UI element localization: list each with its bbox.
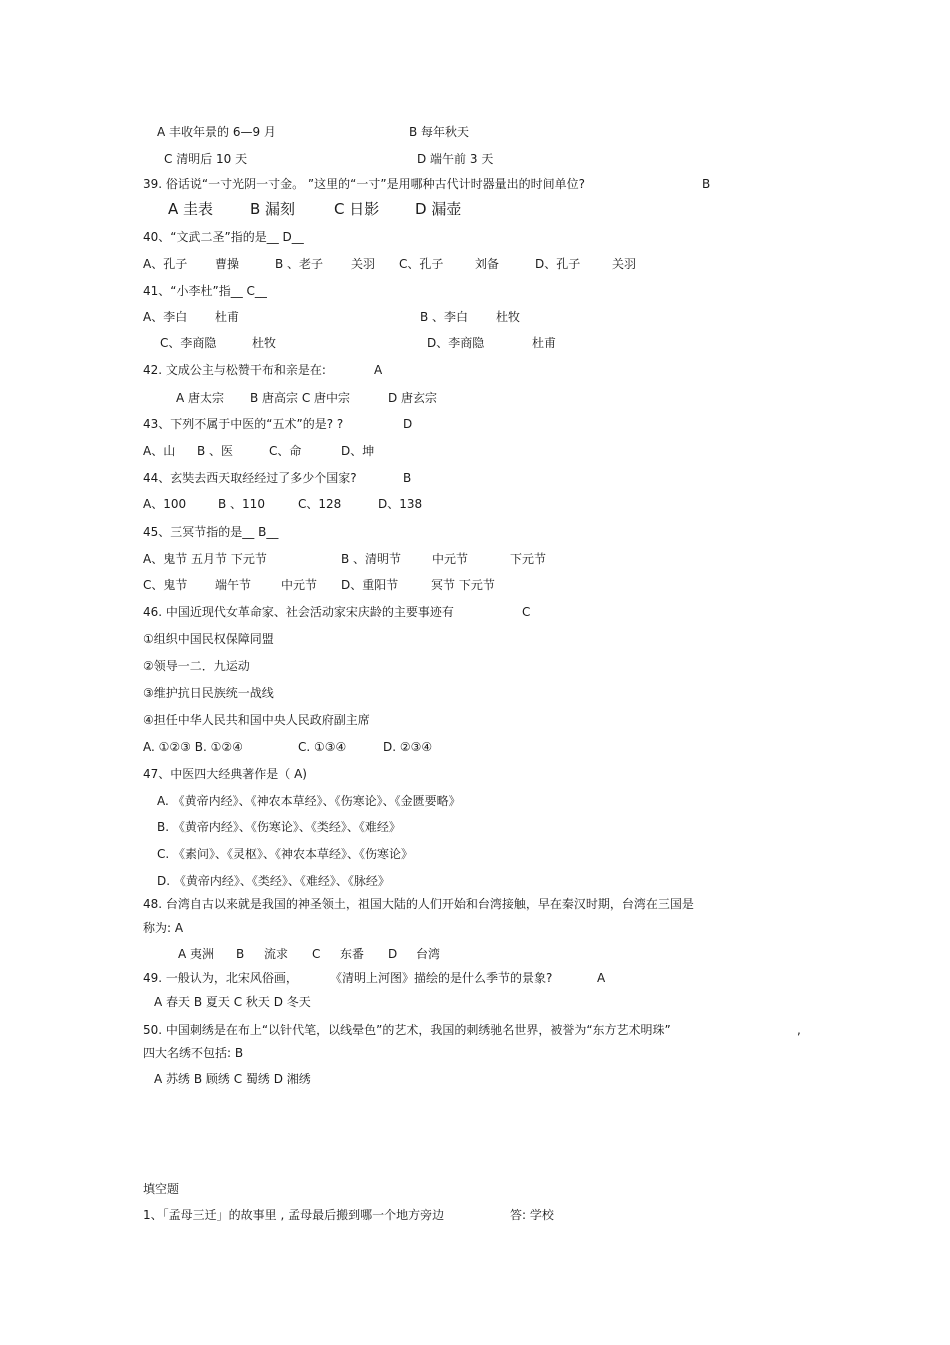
option-line: C. ①③④ (298, 740, 347, 754)
fill-answer-1: 答: 学校 (510, 1208, 554, 1222)
option-line: B 漏刻 (250, 200, 296, 218)
option-line: 关羽 (612, 257, 637, 271)
question-48: 48. 台湾自古以来就是我国的神圣领土，祖国大陆的人们开始和台湾接触，早在秦汉时期，台湾在三国是 (143, 897, 694, 911)
option-line: B 、李白 (420, 310, 469, 324)
option-line: A、孔子 (143, 257, 188, 271)
option-line: B 唐高宗 C 唐中宗 (250, 391, 351, 405)
option-line: B (236, 947, 245, 961)
option-line: 杜甫 (215, 310, 240, 324)
option-line: A. 《黄帝内经》、《神农本草经》、《伤寒论》、《金匮要略》 (157, 794, 461, 808)
option-line: 杜牧 (496, 310, 521, 324)
option-line: 冥节 下元节 (431, 578, 495, 592)
statement-line: ②领导一二．九运动 (143, 659, 250, 673)
option-line: D、李商隐 (427, 336, 485, 350)
option-line: D、重阳节 (341, 578, 399, 592)
option-line: B 每年秋天 (409, 125, 470, 139)
statement-line: ①组织中国民权保障同盟 (143, 632, 274, 646)
option-line: C、李商隐 (160, 336, 217, 350)
answer-43: D (403, 417, 413, 431)
answer-46: C (522, 605, 531, 619)
option-line: D. ②③④ (383, 740, 433, 754)
question-39: 39. 俗话说“一寸光阴一寸金。 ”这里的“一寸”是用哪种古代计时器量出的时间单位? (143, 177, 585, 191)
question-42: 42. 文成公主与松赞干布和亲是在: (143, 363, 326, 377)
option-line: C 日影 (334, 200, 380, 218)
answer-49: A (597, 971, 606, 985)
option-line: 下元节 (510, 552, 547, 566)
option-line: C、128 (298, 497, 342, 511)
question-47: 47、中医四大经典著作是（ A) (143, 767, 307, 781)
option-line: C 清明后 10 天 (164, 152, 248, 166)
option-line: 曹操 (215, 257, 240, 271)
option-line: 端午节 (215, 578, 252, 592)
option-line: C、孔子 (399, 257, 444, 271)
option-line: 刘备 (475, 257, 500, 271)
question-49-cont: 《清明上河图》描绘的是什么季节的景象? (330, 971, 553, 985)
option-line: C、鬼节 (143, 578, 188, 592)
option-line: A 春天 B 夏天 C 秋天 D 冬天 (154, 995, 311, 1009)
option-line: B 、老子 (275, 257, 324, 271)
option-line: A. ①②③ B. ①②④ (143, 740, 243, 754)
option-line: C、命 (269, 444, 302, 458)
option-line: 流求 (264, 947, 289, 961)
option-line: A 苏绣 B 顾绣 C 蜀绣 D 湘绣 (154, 1072, 311, 1086)
option-line: 杜甫 (532, 336, 557, 350)
option-line: B 、110 (218, 497, 265, 511)
option-line: A、鬼节 五月节 下元节 (143, 552, 267, 566)
option-line: A、山 (143, 444, 176, 458)
option-line: D、138 (378, 497, 423, 511)
question-44: 44、玄奘去西天取经经过了多少个国家? (143, 471, 357, 485)
option-line: A 圭表 (168, 200, 214, 218)
option-line: B 、医 (197, 444, 234, 458)
option-line: D 唐玄宗 (388, 391, 438, 405)
question-43: 43、下列不属于中医的“五术”的是? ? (143, 417, 344, 431)
option-line: A 夷洲 (178, 947, 215, 961)
statement-line: ④担任中华人民共和国中央人民政府副主席 (143, 713, 370, 727)
option-line: A 唐太宗 (176, 391, 225, 405)
option-line: D 端午前 3 天 (417, 152, 494, 166)
option-line: C. 《素问》、《灵枢》、《神农本草经》、《伤寒论》 (157, 847, 414, 861)
question-45: 45、三冥节指的是__ B__ (143, 525, 279, 539)
question-50: 50. 中国刺绣是在布上“以针代笔，以线晕色”的艺术，我国的刺绣驰名世界，被誉为“东方艺术明珠” (143, 1023, 671, 1037)
option-line: D 漏壶 (415, 200, 462, 218)
option-line: A 丰收年景的 6—9 月 (157, 125, 276, 139)
question-49: 49. 一般认为，北宋风俗画， (143, 971, 298, 985)
option-line: D、坤 (341, 444, 375, 458)
option-line: 台湾 (416, 947, 441, 961)
option-line: 关羽 (351, 257, 376, 271)
option-line: D (388, 947, 398, 961)
fill-question-1: 1、「孟母三迁」的故事里 , 孟母最后搬到哪一个地方旁边 (143, 1208, 445, 1222)
option-line: D. 《黄帝内经》、《类经》、《难经》、《脉经》 (157, 874, 390, 888)
section-title: 填空题 (143, 1182, 180, 1196)
option-line: A、李白 (143, 310, 188, 324)
answer-39: B (702, 177, 711, 191)
statement-line: ③维护抗日民族统一战线 (143, 686, 274, 700)
option-line: B. 《黄帝内经》、《伤寒论》、《类经》、《难经》 (157, 820, 401, 834)
option-line: A、100 (143, 497, 187, 511)
answer-44: B (403, 471, 412, 485)
option-line: B 、清明节 (341, 552, 402, 566)
question-50-comma: , (797, 1023, 801, 1037)
question-41: 41、“小李杜”指__ C__ (143, 284, 267, 298)
question-40: 40、“文武二圣”指的是__ D__ (143, 230, 304, 244)
question-48-cont: 称为: A (143, 921, 184, 935)
question-46: 46. 中国近现代女革命家、社会活动家宋庆龄的主要事迹有 (143, 605, 454, 619)
option-line: D、孔子 (535, 257, 581, 271)
option-line: 中元节 (281, 578, 318, 592)
answer-42: A (374, 363, 383, 377)
option-line: 中元节 (432, 552, 469, 566)
question-50-cont: 四大名绣不包括: B (143, 1046, 244, 1060)
option-line: 杜牧 (252, 336, 277, 350)
option-line: 东番 (340, 947, 365, 961)
option-line: C (312, 947, 321, 961)
